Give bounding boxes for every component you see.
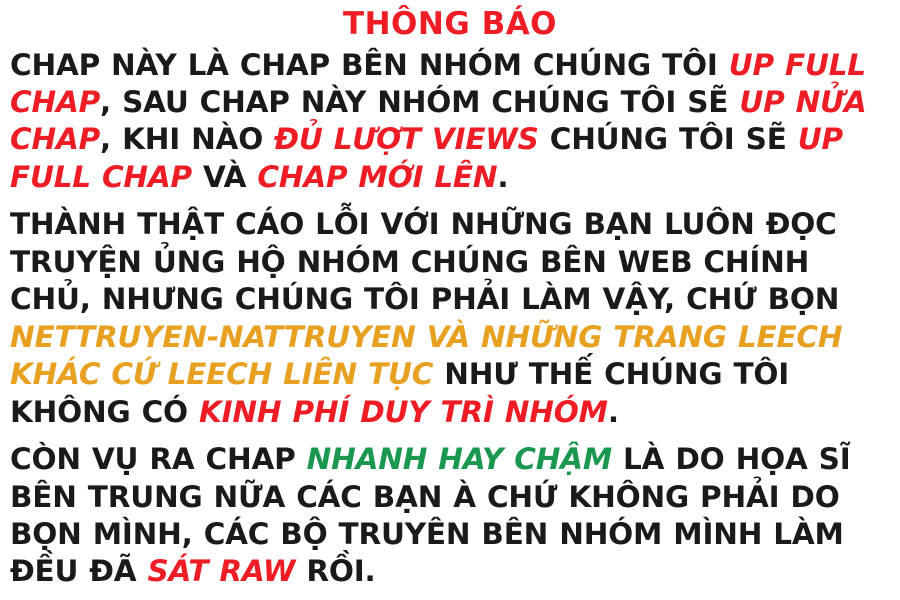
text-segment: , SAU CHAP NÀY NHÓM CHÚNG TÔI SẼ	[100, 85, 740, 119]
notice-paragraph-3	[10, 441, 890, 591]
text-segment: RỒI.	[295, 554, 376, 589]
text-segment: UP FULL CHAP	[10, 47, 866, 119]
notice-paragraph-2	[10, 206, 890, 431]
notice-paragraph-1	[10, 47, 890, 197]
page-title: THÔNG BÁO	[342, 6, 558, 42]
text-segment: NHƯ THẾ CHÚNG TÔI KHÔNG CÓ	[10, 357, 790, 429]
text-segment: UP FULL CHAP	[10, 122, 843, 194]
text-segment: VÀ	[191, 159, 258, 194]
text-segment: KINH PHÍ DUY TRÌ NHÓM	[199, 394, 608, 429]
text-segment: SÁT RAW	[147, 554, 296, 589]
text-segment: CHÚNG TÔI SẼ	[538, 122, 798, 157]
text-segment: THÀNH THẬT CÁO LỖI VỚI NHỮNG BẠN LUÔN ĐỌC TRUYỆN ỦNG HỘ NHÓM CHÚNG BÊN WEB CHÍNH CHỦ, NHƯNG CHÚNG TÔI PHẢI LÀM VẬY, CHỨ BỌN	[10, 207, 840, 317]
text-segment: ĐỦ LƯỢT VIEWS	[274, 122, 539, 157]
text-segment: NETTRUYEN-NATTRUYEN VÀ NHỮNG TRANG LEECH KHÁC CỨ LEECH LIÊN TỤC	[10, 319, 843, 392]
text-segment: CÒN VỤ RA CHAP	[10, 442, 307, 477]
text-segment: LÀ DO HỌA SĨ BÊN TRUNG NỮA CÁC BẠN À CHỨ KHÔNG PHẢI DO BỌN MÌNH, CÁC BỘ TRUYÊN BÊN NHÓM MÌNH LÀM ĐỀU ĐÃ	[10, 442, 851, 589]
text-segment: NHANH HAY CHẬM	[306, 442, 612, 477]
text-segment: UP NỬA CHAP	[10, 85, 867, 157]
text-segment: CHAP MỚI LÊN	[257, 159, 498, 194]
text-segment: CHAP NÀY LÀ CHAP BÊN NHÓM CHÚNG TÔI	[10, 47, 729, 82]
text-segment: .	[607, 394, 619, 429]
text-segment: .	[497, 159, 509, 194]
text-segment: , KHI NÀO	[100, 122, 275, 157]
